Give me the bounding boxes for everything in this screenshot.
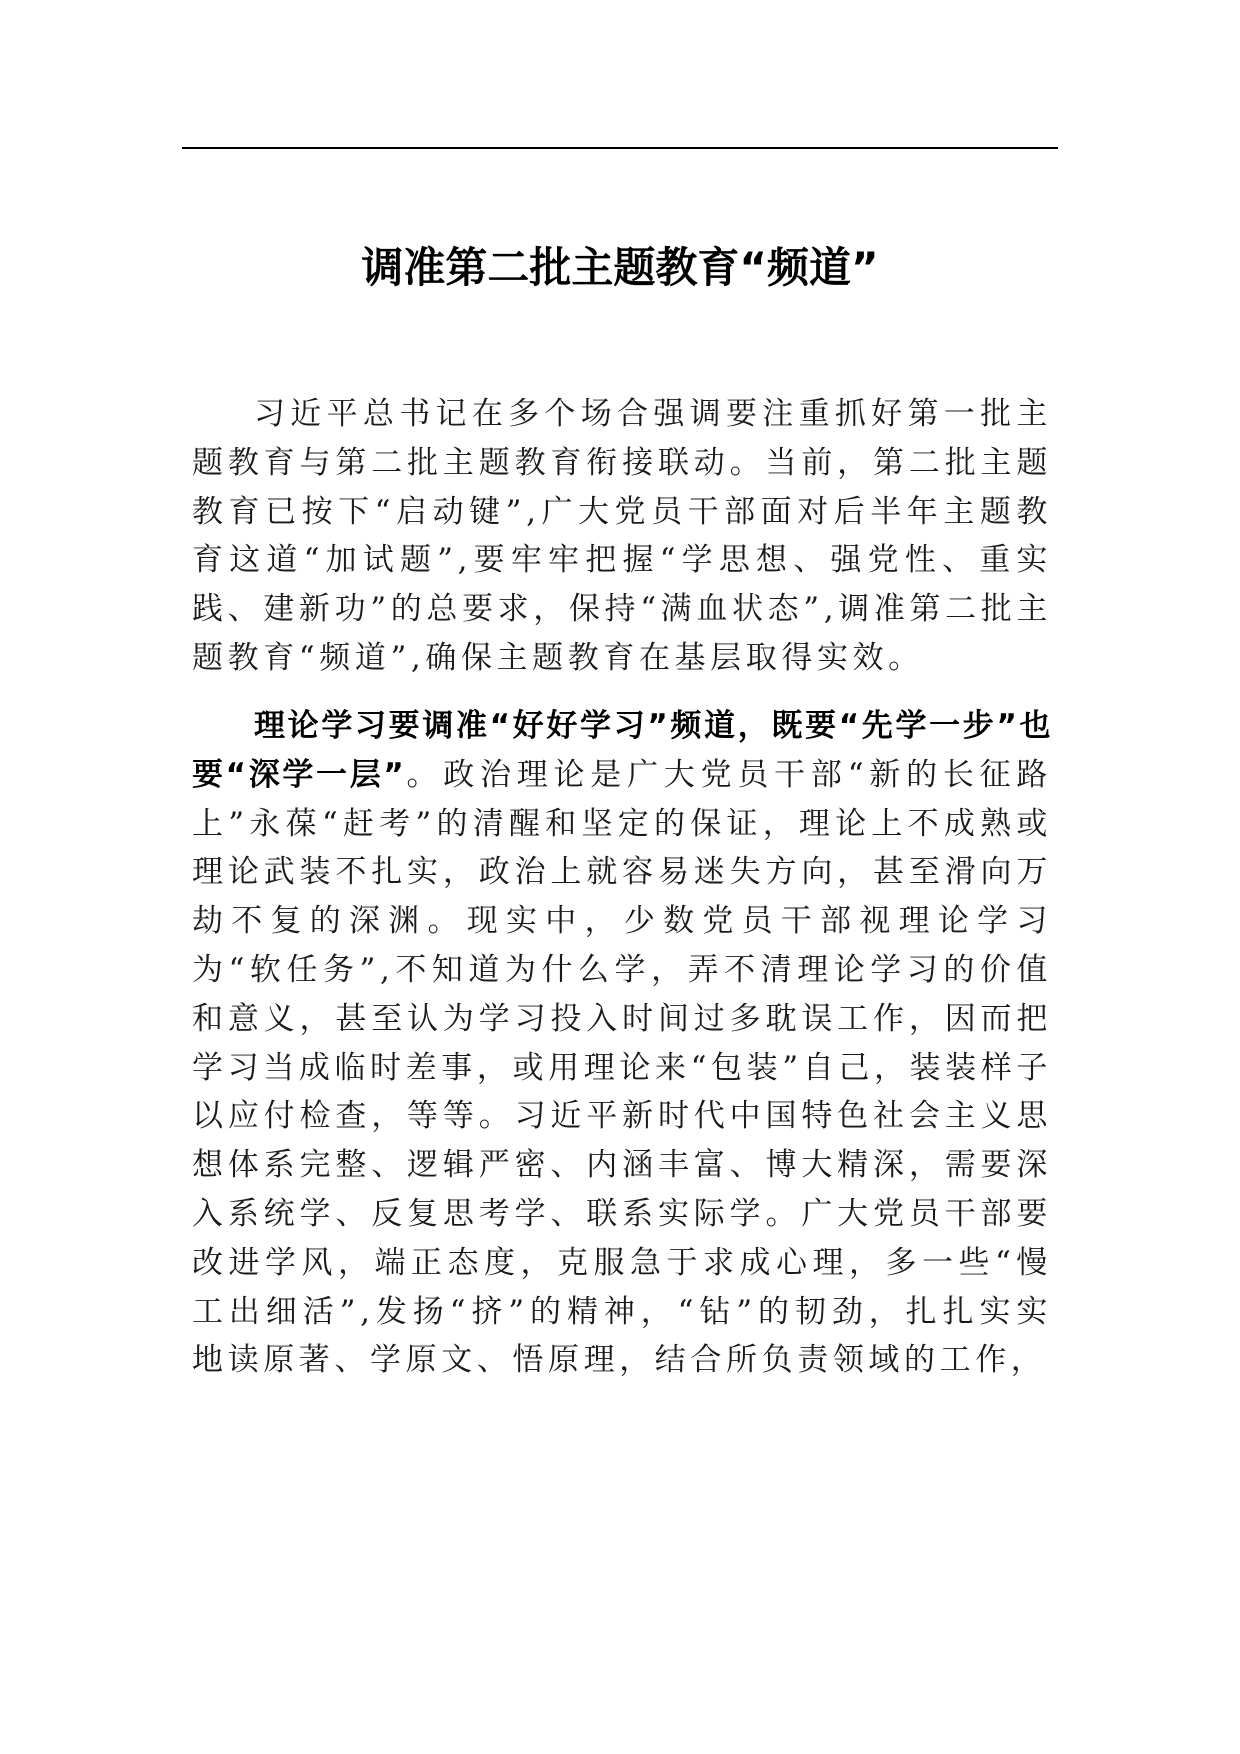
paragraph-theory-study (192, 702, 1052, 1385)
paragraph-theory-study-text: 。政治理论是广大党员干部“新的长征路上”永葆“赶考”的清醒和坚定的保证，理论上不成熟或理论武装不扎实，政治上就容易迷失方向，甚至滑向万劫不复的深渊。现实中，少数党员干部视理论学习为“软任务”,不知道为什么学，弄不清理论学习的价值和意义，甚至认为学习投入时间过多耽误工作，因而把学习当成临时差事，或用理论来“包装”自己，装装样子以应付检查，等等。习近平新时代中国特色社会主义思想体系完整、逻辑严密、内涵丰富、博大精深，需要深入系统学、反复思考学、联系实际学。广大党员干部要改进学风，端正态度，克服急于求成心理，多一些“慢工出细活”,发扬“挤”的精神，“钻”的韧劲，扎扎实实地读原著、学原文、悟原理，结合所负责领域的工作， (192, 756, 1052, 1379)
paragraph-intro-text: 习近平总书记在多个场合强调要注重抓好第一批主题教育与第二批主题教育衔接联动。当前，第二批主题教育已按下“启动键”,广大党员干部面对后半年主题教育这道“加试题”,要牢牢把握“学思想、强党性、重实践、建新功”的总要求，保持“满血状态”,调准第二批主题教育“频道”,确保主题教育在基层取得实效。 (192, 396, 1052, 676)
paragraph-lead-heading: 理论学习要调准“好好学习”频道，既要“先学一步”也要“深学一层” (192, 708, 1052, 793)
paragraph-intro (192, 390, 1052, 683)
document-title: 调准第二批主题教育“频道” (361, 243, 879, 292)
header-rule (182, 147, 1058, 149)
